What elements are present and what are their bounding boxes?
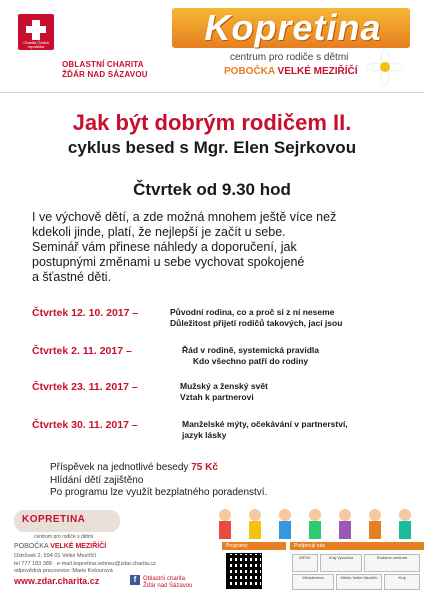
sponsor-logo: Kraj Vysočina <box>320 554 362 572</box>
sponsor-logo: MPSV <box>292 554 318 572</box>
event-date: Čtvrtek 30. 11. 2017 – <box>32 419 138 431</box>
event-topics: Původní rodina, co a proč si z ní neseme Důležitost přijetí rodičů takových, jací jsou <box>170 307 343 328</box>
charita-logo <box>18 14 54 50</box>
brand-tagline: centrum pro rodiče s dětmi <box>230 52 349 63</box>
event-date: Čtvrtek 12. 10. 2017 – <box>32 307 139 319</box>
event-topics: Mužský a ženský svět Vztah k partnerovi <box>180 381 268 402</box>
children-illustration-icon <box>210 505 420 543</box>
brand-title: Kopretina <box>204 7 382 48</box>
qr-code-icon <box>226 553 262 589</box>
fee-label: Příspěvek na jednotlivé besedy <box>50 462 189 473</box>
programs-label: Programy <box>222 542 286 550</box>
fee-value: 75 Kč <box>191 462 218 473</box>
daisy-icon <box>360 48 410 86</box>
footer-responsible: odpovědná pracovnice: Marie Kotourová <box>14 568 113 574</box>
event-topics: Řád v rodině, systemická pravidla Kdo všechno patří do rodiny <box>182 345 320 366</box>
intro-line: I ve výchově dětí, a zde možná mnohem ještě více než <box>32 210 337 224</box>
intro-line: Seminář vám přinese náhledy a doporučení, jak <box>32 240 297 254</box>
counseling-note: Po programu lze využít bezplatného poradenství. <box>50 487 268 498</box>
footer-address: Ostrůvek 2, 594 01 Velké Meziříčí <box>14 553 97 559</box>
facebook-page-link[interactable]: Oblastní charita Žďár nad Sázavou <box>143 576 193 589</box>
sponsor-logo: Ministerstvo <box>292 574 334 590</box>
fee-info <box>50 462 267 500</box>
logo-caption: Charita Česká republika <box>23 40 49 49</box>
header-divider <box>0 92 424 93</box>
website-link[interactable]: www.zdar.charita.cz <box>14 576 100 586</box>
org-name-line2: ŽĎÁR NAD SÁZAVOU <box>62 70 148 79</box>
footer-branch: POBOČKA VELKÉ MEZIŘÍČÍ <box>14 543 107 550</box>
childcare-note: Hlídání dětí zajištěno <box>50 474 144 486</box>
intro-text <box>32 210 402 285</box>
sponsor-logo: Město Velké Meziříčí <box>336 574 382 590</box>
branch-city: VELKÉ MEZIŘÍČÍ <box>277 66 358 77</box>
branch-prefix: POBOČKA <box>224 66 275 77</box>
page-subtitle: cyklus besed s Mgr. Elen Sejrkovou <box>67 138 357 157</box>
footer-logo-tagline: centrum pro rodiče s dětmi <box>34 534 94 540</box>
event-time: Čtvrtek od 9.30 hod <box>133 180 291 199</box>
intro-line: a šťastné děti. <box>32 270 112 284</box>
facebook-icon[interactable]: f <box>130 575 140 585</box>
footer-contact: tel 777 183 388 · e-mail kopretina.velmez@zdar.charita.cz <box>14 561 156 567</box>
event-topics: Manželské mýty, očekávání v partnerství, jazyk lásky <box>182 419 348 440</box>
sponsor-logo: Kraj <box>384 574 420 590</box>
org-name-line1: OBLASTNÍ CHARITA <box>62 60 144 69</box>
page-title: Jak být dobrým rodičem II. <box>72 110 352 135</box>
intro-line: kdekoli jinde, platí, že nejlepší je začít u sebe. <box>32 225 286 239</box>
event-date: Čtvrtek 23. 11. 2017 – <box>32 381 138 393</box>
kopretina-footer-logo: KOPRETINA <box>14 510 120 532</box>
branch-name <box>224 66 358 77</box>
sponsors-label: Podporují nás <box>290 542 424 550</box>
intro-line: postupnými změnami u sebe vychovat spokojené <box>32 255 305 269</box>
event-date: Čtvrtek 2. 11. 2017 – <box>32 345 132 357</box>
sponsor-logo: Rodinné centrum <box>364 554 420 572</box>
